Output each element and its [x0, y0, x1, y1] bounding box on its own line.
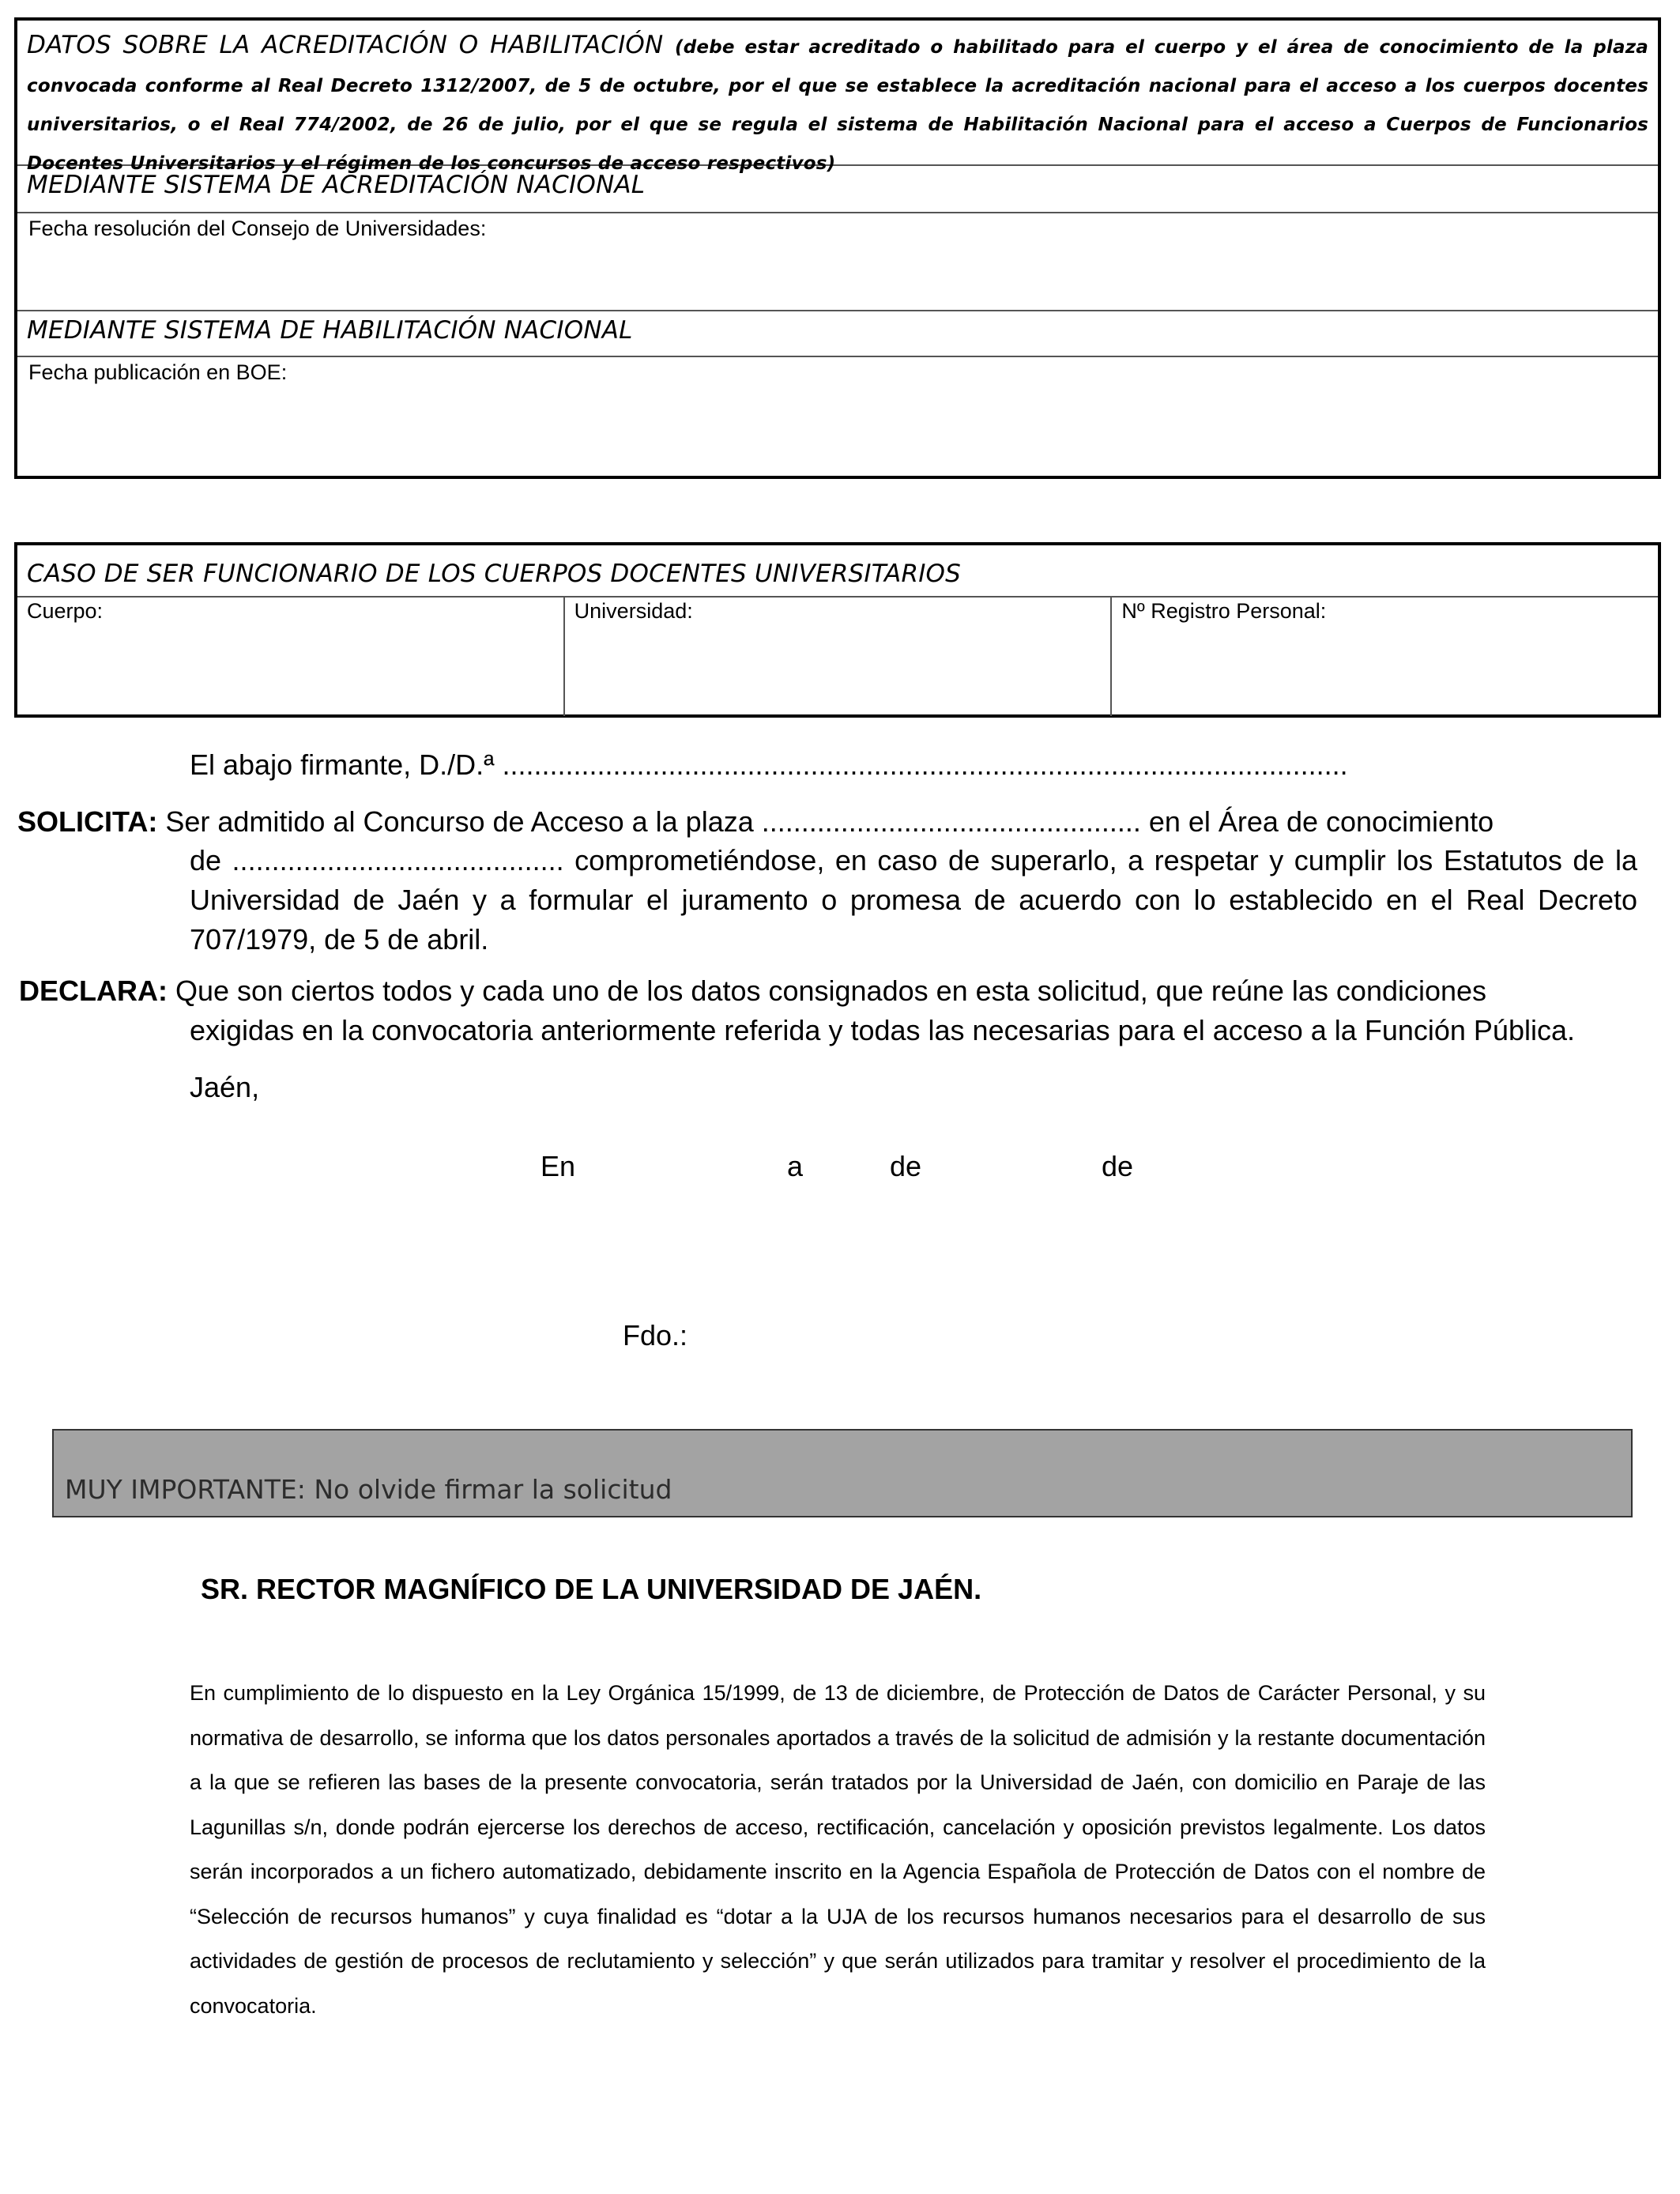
- acreditacion-date-field[interactable]: [17, 213, 1658, 311]
- date-en-label: En: [541, 1150, 576, 1182]
- acreditacion-heading: MEDIANTE SISTEMA DE ACREDITACIÓN NACIONAL: [17, 166, 1658, 213]
- important-text: MUY IMPORTANTE: No olvide firmar la solicitud: [65, 1474, 672, 1505]
- funcionario-fields: [17, 598, 1658, 716]
- cuerpo-label: Cuerpo:: [27, 599, 104, 623]
- declara-text1: Que son ciertos todos y cada uno de los datos consignados en esta solicitud, que reúne las condiciones: [175, 974, 1487, 1007]
- registro-field[interactable]: [1112, 598, 1658, 716]
- solicita-line1: [17, 803, 1645, 841]
- accreditation-note: (debe estar acreditado o habilitado para el cuerpo y el área de conocimiento de la plaza convocada conforme al Real Decreto 1312/2007, de 5 de octubre, por el que se establece la acreditación nacional para el acceso a los cuerpos docentes universitarios, o el Real 774/2002, de 26 de julio, por el que se regula el sistema de Habilitación Nacional para el acceso a Cuerpos de Funcionarios Docentes Universitarios y el régimen de los concursos de acceso respectivos): [27, 37, 1648, 174]
- solicita-text1: Ser admitido al Concurso de Acceso a la plaza ................................................ en el Área de conocimiento: [165, 805, 1494, 838]
- declara-label: DECLARA:: [19, 974, 168, 1007]
- funcionario-box: [14, 542, 1661, 718]
- habilitacion-date-label: Fecha publicación en BOE:: [28, 360, 288, 384]
- data-protection-notice: En cumplimiento de lo dispuesto en la Ley Orgánica 15/1999, de 13 de diciembre, de Protección de Datos de Carácter Personal, y su normativa de desarrollo, se informa que los datos personales aportados a través de la solicitud de admisión y la restante documentación a la que se refieren las bases de la presente convocatoria, serán tratados por la Universidad de Jaén, con domicilio en Paraje de las Lagunillas s/n, donde podrán ejercerse los derechos de acceso, rectificación, cancelación y oposición previstos legalmente. Los datos serán incorporados a un fichero automatizado, debidamente inscrito en la Agencia Española de Protección de Datos con el nombre de “Selección de recursos humanos” y cuya finalidad es “dotar a la UJA de los recursos humanos necesarios para el desarrollo de sus actividades de gestión de procesos de reclutamiento y selección” y que serán utilizados para tramitar y resolver el procedimiento de la convocatoria.: [190, 1681, 1486, 2018]
- accreditation-box: [14, 17, 1661, 479]
- universidad-field[interactable]: [565, 598, 1113, 716]
- funcionario-heading: CASO DE SER FUNCIONARIO DE LOS CUERPOS DOCENTES UNIVERSITARIOS: [17, 545, 1658, 598]
- declara-line1: [19, 972, 1671, 1010]
- habilitacion-date-field[interactable]: [17, 357, 1658, 476]
- habilitacion-heading: MEDIANTE SISTEMA DE HABILITACIÓN NACIONAL: [17, 311, 1658, 357]
- firmante-line: El abajo firmante, D./D.ª ...........................................................................................................: [190, 748, 1348, 781]
- signature-label: Fdo.:: [623, 1319, 688, 1351]
- date-month-label: de: [890, 1150, 922, 1182]
- solicita-rest: de .......................................... comprometiéndose, en caso de superarlo, a respetar y cumplir los Estatutos de la Universidad de Jaén y a formular el juramento o promesa de acuerdo con lo establecido en el Real Decreto 707/1979, de 5 de abril.: [190, 844, 1637, 956]
- accreditation-title: DATOS SOBRE LA ACREDITACIÓN O HABILITACIÓN: [27, 31, 664, 59]
- date-year-label: de: [1102, 1150, 1134, 1182]
- addressee: SR. RECTOR MAGNÍFICO DE LA UNIVERSIDAD DE JAÉN.: [201, 1573, 982, 1605]
- date-day-label: a: [787, 1150, 804, 1182]
- important-notice: [52, 1429, 1633, 1517]
- declara-line2: exigidas en la convocatoria anteriormente referida y todas las necesarias para el acceso a la Función Pública.: [190, 1014, 1575, 1046]
- acreditacion-date-label: Fecha resolución del Consejo de Universidades:: [28, 217, 487, 240]
- universidad-label: Universidad:: [574, 599, 693, 623]
- cuerpo-field[interactable]: [17, 598, 565, 716]
- place-label: Jaén,: [190, 1071, 260, 1103]
- solicita-label: SOLICITA:: [17, 805, 158, 838]
- accreditation-header: [17, 21, 1658, 174]
- registro-label: Nº Registro Personal:: [1121, 599, 1327, 623]
